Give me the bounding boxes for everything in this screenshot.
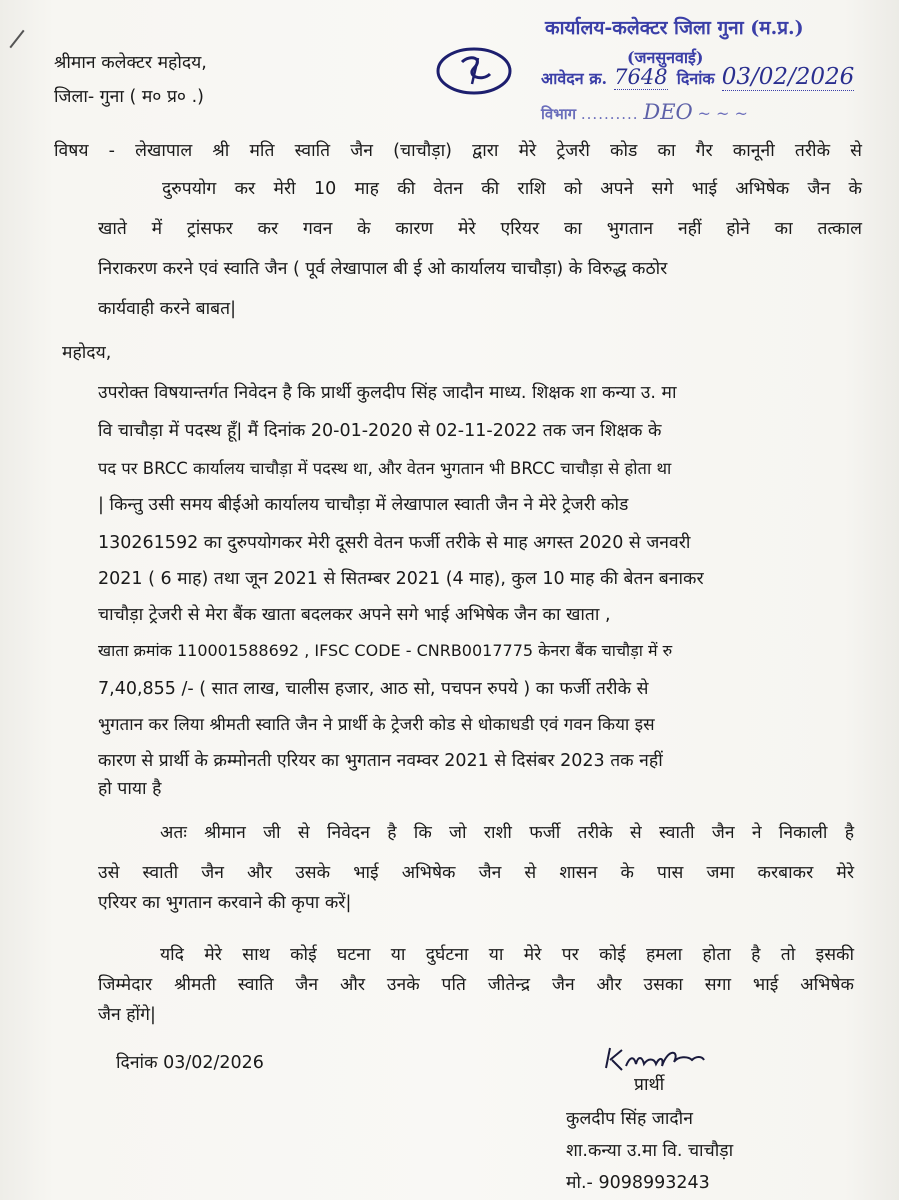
office-stamp (535, 8, 885, 128)
applicant-name: कुलदीप सिंह जादौन (566, 1109, 693, 1129)
para1-line-1: उपरोक्त विषयान्तर्गत निवेदन है कि प्रार्थी कुलदीप सिंह जादौन माध्य. शिक्षक शा कन्या उ. मा (98, 383, 677, 403)
para1-line-4: | किन्तु उसी समय बीईओ कार्यालय चाचौड़ा में लेखापाल स्वाती जैन ने मेरे ट्रेजरी कोड (98, 495, 629, 515)
subject-line-4: निराकरण करने एवं स्वाति जैन ( पूर्व लेखापाल बी ई ओ कार्यालय चाचौड़ा) के विरुद्ध कठोर (98, 259, 668, 279)
stamp-department-label: विभाग (541, 105, 577, 123)
applicant-school: शा.कन्या उ.मा वि. चाचौड़ा (566, 1141, 734, 1161)
stamp-office: कार्यालय-कलेक्टर जिला गुना (म.प्र.) (545, 17, 804, 39)
addressee-line-1: श्रीमान कलेक्टर महोदय, (54, 53, 207, 73)
subject-line-2: दुरुपयोग कर मेरी 10 माह की वेतन की राशि को अपने सगे भाई अभिषेक जैन के (162, 179, 862, 199)
para2-line-3: एरियर का भुगतान करवाने की कृपा करें| (98, 893, 352, 913)
para1-line-7: चाचौड़ा ट्रेजरी से मेरा बैंक खाता बदलकर अपने सगे भाई अभिषेक जैन का खाता , (98, 605, 611, 625)
footer-date: दिनांक 03/02/2026 (116, 1053, 264, 1073)
para1-line-2: वि चाचौड़ा में पदस्थ हूँ| मैं दिनांक 20-01-2020 से 02-11-2022 तक जन शिक्षक के (98, 421, 662, 441)
stamp-department: DEO (643, 100, 693, 124)
para1-line-12: हो पाया है (98, 779, 162, 799)
salutation: महोदय, (62, 343, 112, 363)
para1-line-8: खाता क्रमांक 110001588692 , IFSC CODE - CNRB0017775 केनरा बैंक चाचौड़ा में रु (98, 641, 673, 660)
initials-mark (432, 44, 516, 98)
para3-line-3: जैन होंगे| (98, 1005, 156, 1025)
para1-line-11: कारण से प्रार्थी के क्रम्मोनती एरियर का भुगतान नवम्वर 2021 से दिसंबर 2023 तक नहीं (98, 751, 663, 771)
para1-line-10: भुगतान कर लिया श्रीमती स्वाति जैन ने प्रार्थी के ट्रेजरी कोड से धोकाधडी एवं गवन किया इस (98, 715, 655, 735)
para3-line-2: जिम्मेदार श्रीमती स्वाति जैन और उनके पति जीतेन्द्र जैन और उसका सगा भाई अभिषेक (98, 975, 854, 995)
stamp-application-label: आवेदन क्र. (541, 69, 608, 88)
applicant-mobile: मो.- 9098993243 (566, 1173, 710, 1193)
para2-line-1: अतः श्रीमान जी से निवेदन है कि जो राशी फर्जी तरीके से स्वाती जैन ने निकाली है (160, 823, 854, 843)
para1-line-3: पद पर BRCC कार्यालय चाचौड़ा में पदस्थ था, और वेतन भुगतान भी BRCC चाचौड़ा से होता था (98, 459, 672, 478)
stamp-section: (जनसुनवाई) (627, 48, 704, 67)
applicant-label: प्रार्थी (634, 1075, 665, 1095)
stamp-application-row (541, 64, 854, 90)
stamp-date: 03/02/2026 (721, 64, 855, 90)
pen-mark (9, 30, 24, 49)
para1-line-6: 2021 ( 6 माह) तथा जून 2021 से सितम्बर 2021 (4 माह), कुल 10 माह की बेतन बनाकर (98, 569, 704, 589)
para3-line-1: यदि मेरे साथ कोई घटना या दुर्घटना या मेरे पर कोई हमला होता है तो इसकी (160, 945, 854, 965)
para1-line-5: 130261592 का दुरुपयोगकर मेरी दूसरी वेतन फर्जी तरीके से माह अगस्त 2020 से जनवरी (98, 533, 691, 553)
subject-line-5: कार्यवाही करने बाबत| (98, 299, 237, 319)
stamp-application-no: 7648 (614, 65, 668, 89)
stamp-department-row: विभाग .......... DEO ~ ~ ~ (541, 100, 748, 124)
addressee-line-2: जिला- गुना ( म० प्र० .) (54, 87, 204, 107)
stamp-date-label: दिनांक (676, 69, 715, 88)
subject-line-3: खाते में ट्रांसफर कर गवन के कारण मेरे एरियर का भुगतान नहीं होने का तत्काल (98, 219, 862, 239)
subject-line-1: विषय - लेखापाल श्री मति स्वाति जैन (चाचौड़ा) द्वारा मेरे ट्रेजरी कोड का गैर कानूनी तरीके से (54, 141, 862, 161)
para1-line-9: 7,40,855 /- ( सात लाख, चालीस हजार, आठ सो, पचपन रुपये ) का फर्जी तरीके से (98, 679, 649, 699)
para2-line-2: उसे स्वाती जैन और उसके भाई अभिषेक जैन से शासन के पास जमा करबाकर मेरे (98, 863, 854, 883)
